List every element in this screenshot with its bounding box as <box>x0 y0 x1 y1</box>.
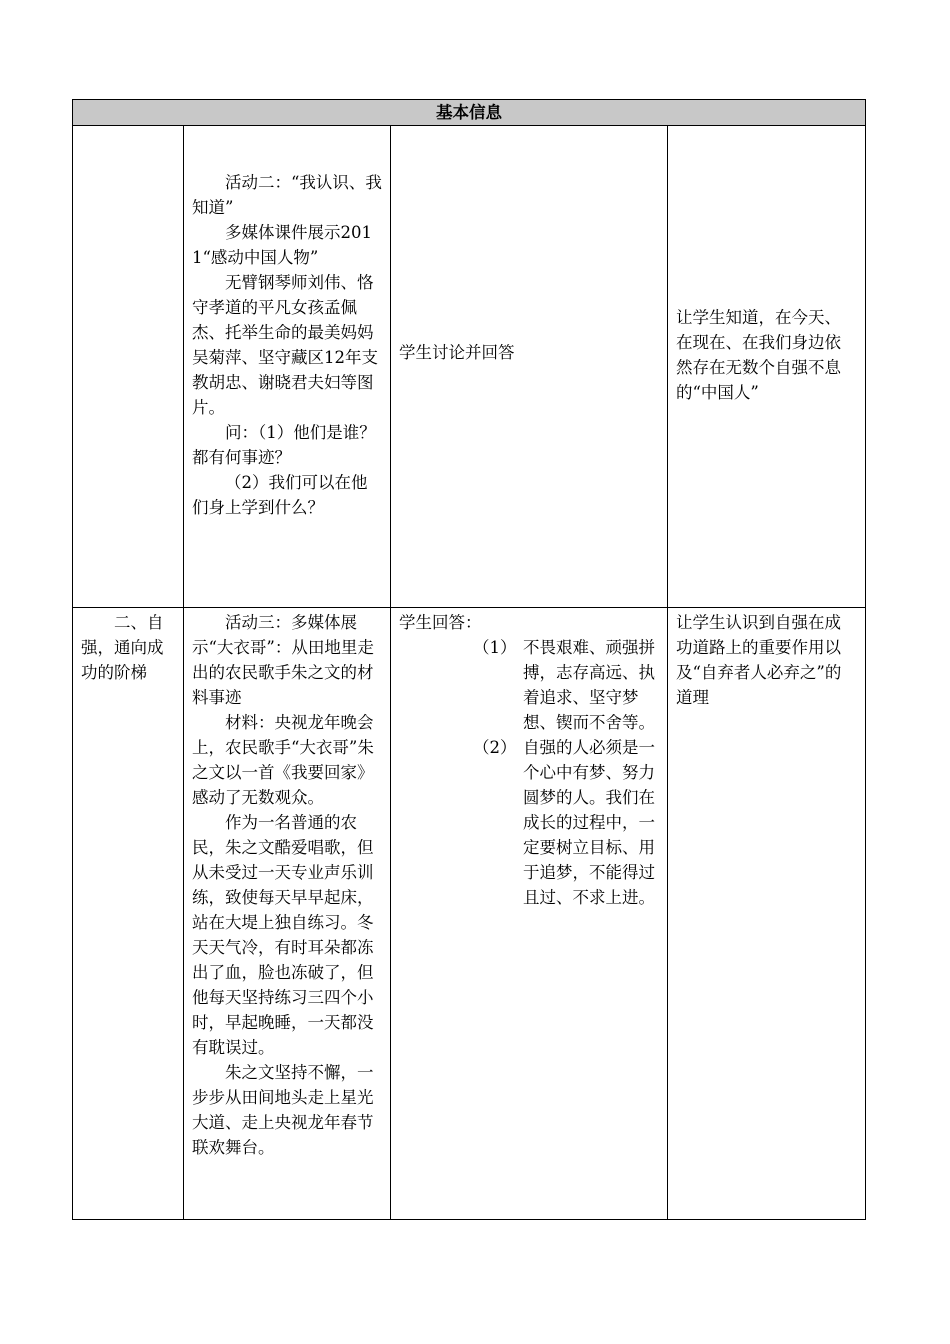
activity-story: 作为一名普通的农民，朱之文酷爱唱歌，但从未受过一天专业声乐训练，致使每天早早起床，站在大堤上独自练习。冬天天气冷，有时耳朵都冻出了血，脸也冻破了，但他每天坚持练习三四个小时，早起晚睡，一天都没有耽误过。 <box>192 813 374 1057</box>
table-header-title: 基本信息 <box>73 100 866 126</box>
lesson-plan-table <box>72 99 866 1220</box>
student-cell <box>391 126 668 608</box>
student-answer-intro: 学生回答： <box>399 613 482 632</box>
table-row <box>73 126 866 608</box>
stage-cell <box>73 608 184 1220</box>
answer-number: （2） <box>473 738 517 757</box>
answer-number: （1） <box>473 638 517 657</box>
answer-text: 自强的人必须是一个心中有梦、努力圆梦的人。我们在成长的过程中，一定要树立目标、用于追梦，不能得过且过、不求上进。 <box>523 738 655 907</box>
stage-title: 二、自强，通向成功的阶梯 <box>81 613 164 682</box>
design-intent-text: 让学生认识到自强在成功道路上的重要作用以及“自弃者人必弃之”的道理 <box>676 613 842 707</box>
activity-question-1: 问：（1）他们是谁？都有何事迹？ <box>192 423 376 467</box>
activity-question-2: （2）我们可以在他们身上学到什么？ <box>192 473 368 517</box>
goal-cell <box>668 608 866 1220</box>
activity-title: 活动三：多媒体展示“大衣哥”：从田地里走出的农民歌手朱之文的材料事迹 <box>192 613 374 707</box>
activity-ending: 朱之文坚持不懈，一步步从田间地头走上星光大道、走上央视龙年春节联欢舞台。 <box>192 1063 374 1157</box>
list-item <box>399 635 659 735</box>
table-row <box>73 608 866 1220</box>
student-answer-list <box>399 635 659 910</box>
design-intent-text: 让学生知道，在今天、在现在、在我们身边依然存在无数个自强不息的“中国人” <box>676 308 841 402</box>
answer-text: 不畏艰难、顽强拼搏，志存高远、执着追求、坚守梦想、锲而不舍等。 <box>523 638 655 732</box>
activity-material: 材料：央视龙年晚会上，农民歌手“大衣哥”朱之文以一首《我要回家》感动了无数观众。 <box>192 713 374 807</box>
stage-cell <box>73 126 184 608</box>
table-header-row <box>73 100 866 126</box>
activity-media: 多媒体课件展示2011“感动中国人物” <box>192 223 372 267</box>
activity-cell <box>184 126 391 608</box>
activity-people: 无臂钢琴师刘伟、恪守孝道的平凡女孩孟佩杰、托举生命的最美妈妈吴菊萍、坚守藏区12年支教胡忠、谢晓君夫妇等图片。 <box>192 273 378 417</box>
activity-cell <box>184 608 391 1220</box>
list-item <box>399 735 659 910</box>
student-cell <box>391 608 668 1220</box>
activity-title: 活动二：“我认识、我知道” <box>192 173 382 217</box>
goal-cell <box>668 126 866 608</box>
student-activity-text: 学生讨论并回答 <box>399 343 515 362</box>
